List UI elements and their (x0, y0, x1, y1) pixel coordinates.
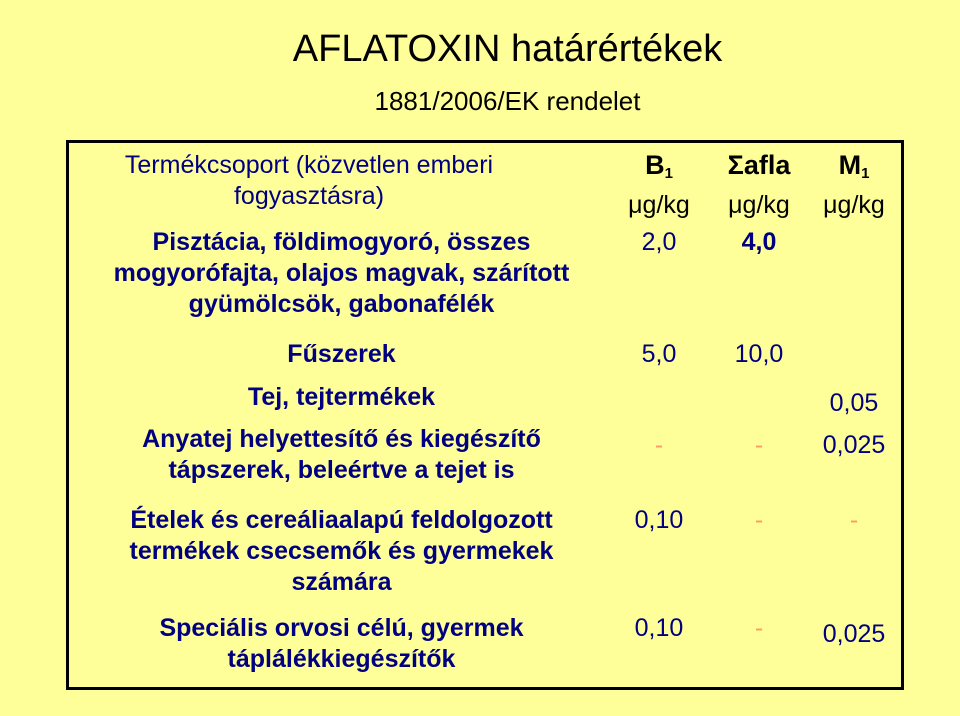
row-label-line: Ételek és cereáliaalapú feldolgozott (130, 506, 553, 534)
page-title: AFLATOXIN határértékek (292, 28, 723, 70)
col-header-m1-sub: 1 (861, 165, 870, 182)
table-row-label (69, 227, 614, 320)
col-header-m1-name: M (838, 150, 862, 180)
page-subtitle: 1881/2006/EK rendelet (374, 86, 641, 116)
row-sum-value: - (754, 431, 764, 459)
table-row-label (69, 424, 614, 486)
row-label-line: Anyatej helyettesítő és kiegészítő (142, 425, 541, 453)
row-m1-value: 0,05 (829, 389, 879, 417)
col-header-b1-unit: μg/kg (628, 191, 690, 219)
col-header-m1-unit: μg/kg (823, 191, 885, 219)
group-header-line1: Termékcsoport (közvetlen emberi (124, 151, 494, 179)
row-b1-value: - (654, 431, 664, 459)
table-row-label (69, 339, 614, 370)
group-header (109, 150, 509, 212)
table-row-label (69, 613, 614, 675)
row-sum-value: 4,0 (741, 228, 777, 256)
col-header-b1-name: B (645, 150, 665, 180)
row-b1-value: 0,10 (634, 506, 684, 534)
row-m1-value: - (849, 506, 859, 534)
row-label-line: termékek csecsemők és gyermekek (129, 537, 554, 565)
row-sum-value: - (754, 614, 764, 642)
row-sum-value: 10,0 (734, 340, 784, 368)
row-sum-value: - (754, 506, 764, 534)
row-label-line: Tej, tejtermékek (247, 383, 436, 411)
row-label-line: Fűszerek (287, 340, 396, 368)
row-b1-value: 2,0 (641, 228, 677, 256)
table-row-label (69, 505, 614, 598)
limits-table (66, 140, 904, 690)
row-label-line: számára (291, 568, 392, 596)
table-row-label (69, 382, 614, 413)
row-label-line: Speciális orvosi célú, gyermek (159, 614, 524, 642)
col-header-m1 (804, 150, 904, 189)
group-header-line2: fogyasztásra) (233, 182, 385, 210)
row-m1-value: 0,025 (822, 620, 886, 648)
row-b1-value: 5,0 (641, 340, 677, 368)
row-label-line: táplálékkiegészítők (227, 645, 456, 673)
col-header-sum-unit: μg/kg (728, 191, 790, 219)
row-m1-value: 0,025 (822, 431, 886, 459)
col-header-b1 (609, 150, 709, 189)
row-label-line: mogyorófajta, olajos magvak, szárított (113, 259, 570, 287)
col-header-sum: Σafla (727, 150, 791, 180)
row-b1-value: 0,10 (634, 614, 684, 642)
row-label-line: Pisztácia, földimogyoró, összes (152, 228, 531, 256)
row-label-line: gyümölcsök, gabonafélék (188, 290, 495, 318)
col-header-b1-sub: 1 (664, 165, 673, 182)
row-label-line: tápszerek, beleértve a tejet is (168, 456, 515, 484)
